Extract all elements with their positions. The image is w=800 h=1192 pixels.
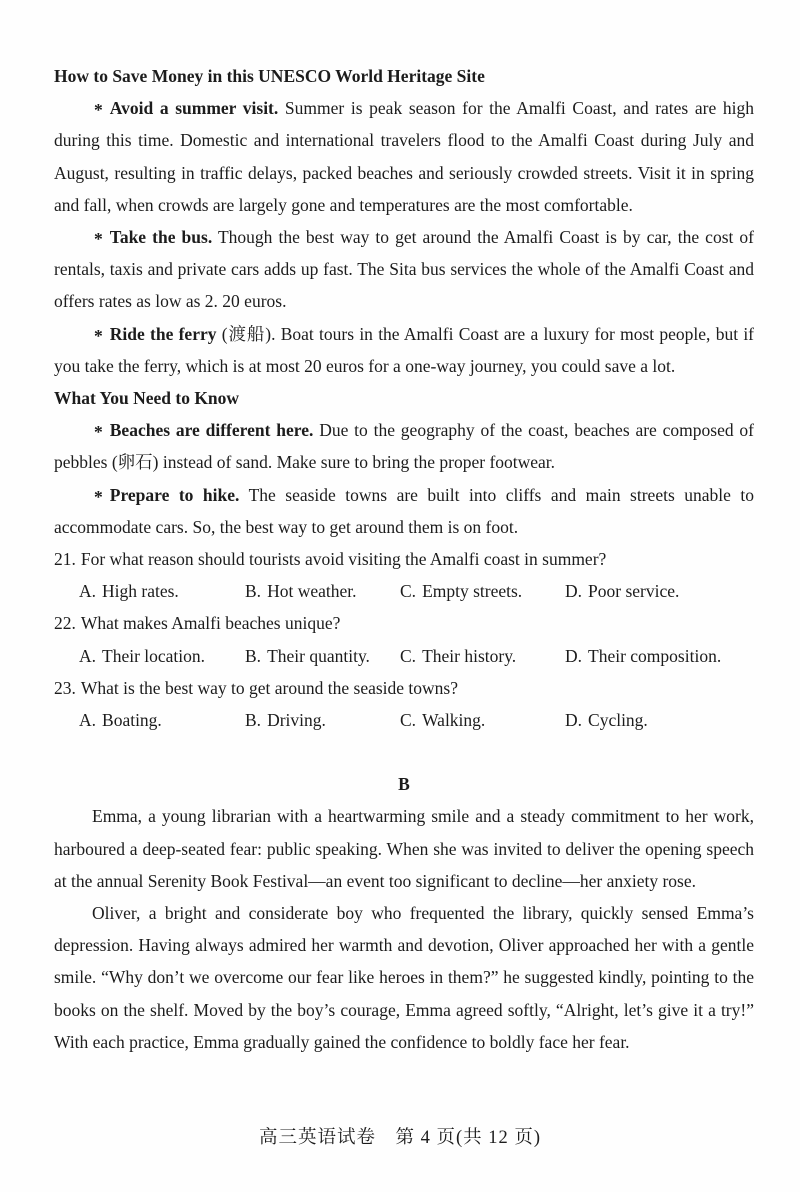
option-text: Walking. xyxy=(422,710,486,731)
option-label: A. xyxy=(79,645,97,666)
passage-a-title: How to Save Money in this UNESCO World Heritage Site xyxy=(54,66,485,86)
tip-ride-the-ferry xyxy=(54,318,754,382)
option-label: A. xyxy=(79,710,97,731)
option-label: D. xyxy=(565,710,583,731)
tip-body: Boat tours in the Amalfi Coast are a luxury for most people, but if you take the ferry, which is at most 20 euros for a one-way journey, you could save a lot. xyxy=(54,323,755,376)
note-beaches-different xyxy=(54,414,754,478)
option-label: D. xyxy=(565,645,583,666)
question-stem xyxy=(54,672,754,704)
option-text: Their location. xyxy=(102,645,206,666)
option-label: C. xyxy=(400,581,417,602)
option-c xyxy=(400,640,565,672)
tip-lead: Ride the ferry xyxy=(109,323,217,344)
option-a xyxy=(79,640,245,672)
question-options xyxy=(54,704,754,736)
question-options xyxy=(54,640,754,672)
question-stem xyxy=(54,607,754,639)
tip-lead: Beaches are different here. xyxy=(109,420,314,441)
question-text: What makes Amalfi beaches unique? xyxy=(80,613,341,634)
option-text: Their quantity. xyxy=(267,645,370,666)
asterisk-bullet: * xyxy=(94,486,103,507)
option-text: Boating. xyxy=(102,710,162,731)
option-a xyxy=(79,575,245,607)
note-prepare-to-hike xyxy=(54,479,754,543)
tip-body: The seaside towns are built into cliffs and main streets unable to accommodate cars. So, the best way to get around them is on foot. xyxy=(54,484,754,537)
tip-lead: Prepare to hike. xyxy=(109,484,240,505)
option-text: Their history. xyxy=(422,645,517,666)
question-text: For what reason should tourists avoid visiting the Amalfi coast in summer? xyxy=(80,549,607,570)
asterisk-bullet: * xyxy=(94,325,103,346)
option-c xyxy=(400,704,565,736)
option-b xyxy=(245,640,400,672)
option-label: C. xyxy=(400,645,417,666)
asterisk-bullet: * xyxy=(94,422,103,443)
option-text: Cycling. xyxy=(588,710,648,731)
passage-a-subtitle: What You Need to Know xyxy=(54,388,240,409)
option-text: Empty streets. xyxy=(422,581,523,602)
option-text: Hot weather. xyxy=(267,581,357,602)
question-21 xyxy=(54,543,754,607)
question-23 xyxy=(54,672,754,736)
question-number: 22. xyxy=(54,613,76,634)
tip-lead: Avoid a summer visit. xyxy=(109,98,279,119)
option-d xyxy=(565,704,754,736)
question-stem xyxy=(54,543,754,575)
passage-b-paragraph-2: Oliver, a bright and considerate boy who frequented the library, quickly sensed Emma’s depression. Having always admired her warmth and devotion, Oliver approached her with a gentle smile. “Why don’t we overcome our fear like heroes in them?” he suggested kindly, pointing to the books on the shelf. Moved by the boy’s courage, Emma agreed softly, “Alright, let’s give it a try!” With each practice, Emma gradually gained the confidence to boldly face her fear. xyxy=(54,903,754,1052)
tip-body: Though the best way to get around the Amalfi Coast is by car, the cost of rentals, taxis and private cars adds up fast. The Sita bus services the whole of the Amalfi Coast and offers rates as low as 2. 20 euros. xyxy=(54,227,755,312)
asterisk-bullet: * xyxy=(94,100,103,121)
tip-avoid-summer-visit xyxy=(54,92,754,221)
tip-take-the-bus xyxy=(54,221,754,318)
page-content xyxy=(54,60,754,1058)
option-text: Driving. xyxy=(267,710,326,731)
tip-body: Summer is peak season for the Amalfi Coast, and rates are high during this time. Domestic and international travelers flood to the Amalfi Coast during July and August, resulting in traffic delays, packed beaches and seriously crowded streets. Visit it in spring and fall, when crowds are largely gone and temperatures are the most comfortable. xyxy=(54,98,754,215)
option-text: Their composition. xyxy=(588,645,722,666)
question-text: What is the best way to get around the seaside towns? xyxy=(80,677,458,698)
question-22 xyxy=(54,607,754,671)
option-label: B. xyxy=(245,581,262,602)
chinese-gloss: (渡船). xyxy=(221,323,276,344)
question-options xyxy=(54,575,754,607)
option-text: High rates. xyxy=(102,581,179,602)
option-text: Poor service. xyxy=(588,581,680,602)
option-c xyxy=(400,575,565,607)
option-d xyxy=(565,640,754,672)
questions-section xyxy=(54,543,754,736)
option-b xyxy=(245,575,400,607)
question-number: 23. xyxy=(54,677,76,698)
option-label: A. xyxy=(79,581,97,602)
option-a xyxy=(79,704,245,736)
passage-b-label: B xyxy=(398,774,410,795)
passage-b xyxy=(54,768,754,1058)
option-d xyxy=(565,575,754,607)
passage-b-paragraph-1: Emma, a young librarian with a heartwarming smile and a steady commitment to her work, harboured a deep-seated fear: public speaking. When she was invited to deliver the opening speech at the annual Serenity Book Festival—an event too significant to decline—her anxiety rose. xyxy=(54,806,754,891)
option-label: C. xyxy=(400,710,417,731)
tip-body: Due to the geography of the coast, beaches are composed of pebbles (卵石) instead of sand. Make sure to bring the proper footwear. xyxy=(54,420,754,473)
option-label: B. xyxy=(245,645,262,666)
option-b xyxy=(245,704,400,736)
question-number: 21. xyxy=(54,549,76,570)
tip-lead: Take the bus. xyxy=(109,227,213,248)
option-label: B. xyxy=(245,710,262,731)
option-label: D. xyxy=(565,581,583,602)
page-footer: 高三英语试卷 第 4 页(共 12 页) xyxy=(258,1127,542,1148)
asterisk-bullet: * xyxy=(94,229,103,250)
